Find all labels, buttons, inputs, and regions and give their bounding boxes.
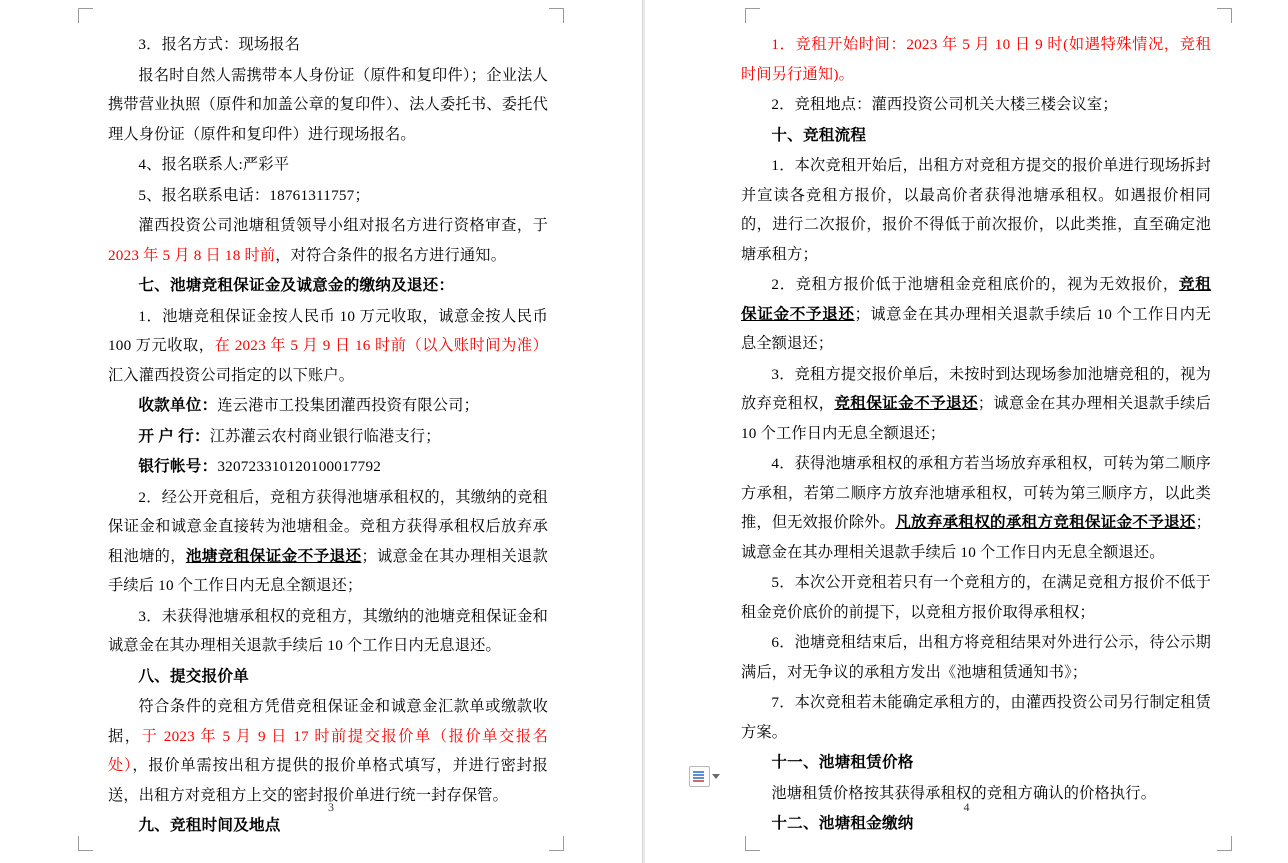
paragraph bbox=[108, 30, 548, 60]
paragraph bbox=[108, 662, 548, 692]
paragraph bbox=[741, 30, 1211, 89]
text-run: 2．经公开竞租后，竞租方获得池塘承租权的，其缴纳的竞租保证金和诚意金直接转为池塘租金。竞租方获得承租权后放弃承租池塘的， bbox=[108, 488, 548, 565]
text-run: 1．竞租开始时间：2023 年 5 月 10 日 9 时(如遇特殊情况，竞租时间另行通知)。 bbox=[741, 36, 1211, 83]
text-run: 2023 年 5 月 8 日 18 时前 bbox=[108, 246, 276, 264]
crop-mark-top-left bbox=[78, 8, 93, 23]
text-run: 池塘竞租保证金不予退还 bbox=[185, 547, 362, 565]
text-run: ；诚意金在其办理相关退款手续后 10 个工作日内无息全额退还； bbox=[741, 305, 1212, 352]
text-run: ；诚意金在其办理相关退款手续后 10 个工作日内无息全额退还； bbox=[108, 547, 549, 594]
paragraph bbox=[108, 271, 548, 301]
text-run: 5．本次公开竞租若只有一个竞租方的，在满足竞租方报价不低于租金竞价底价的前提下，以竞租方报价取得承租权； bbox=[741, 574, 1211, 621]
paragraph bbox=[741, 270, 1211, 359]
paragraph bbox=[741, 121, 1211, 151]
page-number-3: 3 bbox=[328, 800, 334, 814]
page-number-4: 4 bbox=[963, 800, 970, 814]
text-run: 凡放弃承租权的承租方竞租保证金不予退还 bbox=[895, 514, 1196, 531]
paragraph bbox=[741, 688, 1211, 747]
paragraph bbox=[108, 302, 548, 391]
text-run: 4．获得池塘承租权的承租方若当场放弃承租权，可转为第二顺序方承租，若第二顺序方放弃池塘承租权，可转为第三顺序方，以此类推，但无效报价除外。 bbox=[741, 455, 1211, 531]
text-run: 4、报名联系人:严彩平 bbox=[138, 156, 290, 173]
paragraph bbox=[741, 360, 1211, 449]
paragraph bbox=[741, 628, 1211, 687]
page-4-text-column bbox=[741, 30, 1211, 840]
text-run: 1．本次竞租开始后，出租方对竞租方提交的报价单进行现场拆封并宣读各竞租方报价，以最高价者获得池塘承租权。如遇报价相同的，进行二次报价，报价不得低于前次报价，以此类推，直至确定池塘承租方； bbox=[741, 157, 1211, 263]
text-run: 于 2023 年 5 月 9 日 17 时前提交报价单（报价单交报名处） bbox=[108, 727, 548, 774]
text-run: 1．池塘竞租保证金按人民币 10 万元收取，诚意金按人民币 100 万元收取， bbox=[108, 307, 548, 354]
text-run: 3．未获得池塘承租权的竞租方，其缴纳的池塘竞租保证金和诚意金在其办理相关退款手续后 10 个工作日内无息退还。 bbox=[108, 607, 548, 654]
text-run: 银行帐号： bbox=[138, 458, 218, 475]
text-run: 收款单位： bbox=[138, 397, 218, 414]
text-run: 十二、池塘租金缴纳 bbox=[771, 815, 914, 832]
text-run: 竞租保证金不予退还 bbox=[834, 395, 978, 412]
paragraph bbox=[108, 483, 548, 601]
chevron-down-icon[interactable] bbox=[712, 774, 720, 779]
text-run: 报名时自然人需携带本人身份证（原件和复印件）；企业法人携带营业执照（原件和加盖公章的复印件）、法人委托书、委托代理人身份证（原件和复印件）进行现场报名。 bbox=[108, 66, 548, 143]
text-run: 九、竞租时间及地点 bbox=[138, 817, 281, 834]
text-run: 汇入灌西投资公司指定的以下账户。 bbox=[108, 366, 355, 384]
text-run: 竞租保证金不予退还 bbox=[741, 276, 1211, 323]
text-run: 十、竞租流程 bbox=[771, 126, 867, 144]
floating-object-anchor[interactable] bbox=[689, 766, 720, 787]
paragraph bbox=[108, 602, 548, 661]
paragraph bbox=[108, 150, 548, 180]
text-run: 灌西投资公司池塘租赁领导小组对报名方进行资格审查，于 bbox=[138, 217, 548, 234]
document-object-icon[interactable] bbox=[689, 766, 710, 787]
crop-mark-bottom-right bbox=[549, 836, 564, 851]
text-run: 十一、池塘租赁价格 bbox=[771, 754, 914, 771]
text-run: 2．竞租地点：灌西投资公司机关大楼三楼会议室； bbox=[771, 96, 1118, 113]
paragraph bbox=[741, 568, 1211, 627]
text-run: 3．竞租方提交报价单后，未按时到达现场参加池塘竞租的，视为放弃竞租权， bbox=[741, 365, 1211, 412]
page-3-text-column bbox=[108, 30, 548, 842]
text-run: 5、报名联系电话：18761311757； bbox=[138, 186, 370, 204]
text-run: 连云港市工投集团灌西投资有限公司； bbox=[217, 397, 479, 414]
paragraph bbox=[741, 90, 1211, 120]
paragraph bbox=[108, 181, 548, 211]
crop-mark-bottom-left bbox=[78, 836, 93, 851]
document-page-3[interactable] bbox=[0, 0, 643, 863]
paragraph bbox=[108, 692, 548, 810]
paragraph bbox=[108, 811, 548, 841]
crop-mark-top-right bbox=[1217, 8, 1232, 23]
paragraph bbox=[108, 391, 548, 421]
text-run: 开 户 行： bbox=[138, 427, 210, 445]
paragraph bbox=[108, 452, 548, 482]
text-run: 3．报名方式：现场报名 bbox=[138, 36, 301, 53]
paragraph bbox=[741, 748, 1211, 778]
crop-mark-top-right bbox=[549, 8, 564, 23]
crop-mark-top-left bbox=[745, 8, 760, 23]
text-run: 2．竞租方报价低于池塘租金竞租底价的，视为无效报价， bbox=[771, 276, 1179, 293]
text-run: ，报价单需按出租方提供的报价单格式填写，并进行密封报送，出租方对竞租方上交的密封报价单进行统一封存保管。 bbox=[108, 757, 548, 804]
text-run: ；诚意金在其办理相关退款手续后 10 个工作日内无息全额退还。 bbox=[741, 514, 1212, 561]
text-run: 八、提交报价单 bbox=[138, 667, 249, 685]
text-run: ；诚意金在其办理相关退款手续后 10 个工作日内无息全额退还； bbox=[741, 395, 1212, 442]
document-page-4[interactable] bbox=[645, 0, 1288, 863]
text-run: 符合条件的竞租方凭借竞租保证金和诚意金汇款单或缴款收据， bbox=[108, 698, 548, 745]
paragraph bbox=[108, 422, 548, 452]
text-run: 320723310120100017792 bbox=[217, 458, 382, 475]
text-run: 6．池塘竞租结束后，出租方将竞租结果对外进行公示，待公示期满后，对无争议的承租方发出《池塘租赁通知书》； bbox=[741, 634, 1211, 681]
crop-mark-bottom-right bbox=[1217, 836, 1232, 851]
text-run: 池塘租赁价格按其获得承租权的竞租方确认的价格执行。 bbox=[771, 784, 1157, 802]
text-run: 在 2023 年 5 月 9 日 16 时前（以入账时间为准） bbox=[214, 337, 548, 354]
text-run: 江苏灌云农村商业银行临港支行； bbox=[209, 427, 441, 445]
text-run: 7．本次竞租若未能确定承租方的，由灌西投资公司另行制定租赁方案。 bbox=[741, 694, 1211, 741]
paragraph bbox=[741, 151, 1211, 269]
paragraph bbox=[108, 211, 548, 270]
paragraph bbox=[108, 61, 548, 150]
text-run: 七、池塘竞租保证金及诚意金的缴纳及退还： bbox=[138, 277, 455, 294]
text-run: ，对符合条件的报名方进行通知。 bbox=[275, 246, 507, 264]
paragraph bbox=[741, 449, 1211, 567]
